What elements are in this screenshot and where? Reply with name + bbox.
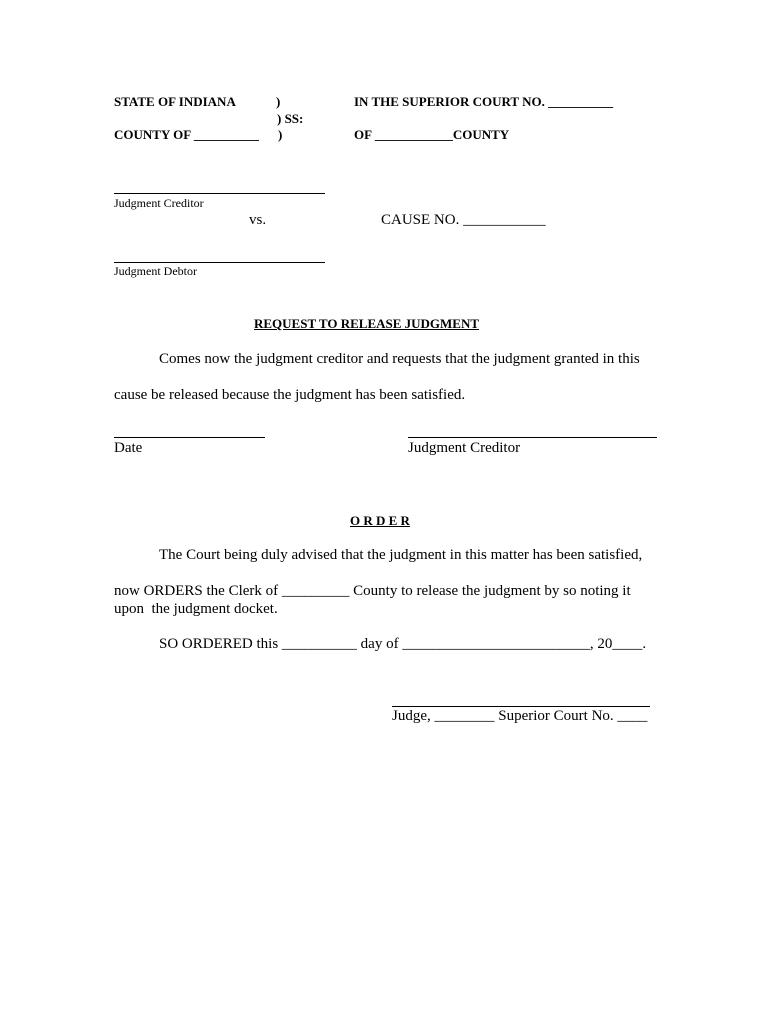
judgment-creditor-label: Judgment Creditor — [114, 196, 204, 210]
date-label: Date — [114, 440, 143, 456]
order-line-3: upon the judgment docket. — [114, 601, 278, 617]
order-line-1: The Court being duly advised that the judgment in this matter has been satisfied, — [159, 547, 643, 563]
caption-paren-bottom: ) — [278, 127, 283, 142]
caption-paren: ) — [276, 94, 281, 109]
creditor-signature-line — [114, 193, 325, 194]
of-county-label: OF ____________COUNTY — [354, 127, 510, 142]
request-line-1: Comes now the judgment creditor and requests that the judgment granted in this — [159, 351, 640, 367]
debtor-signature-line — [114, 262, 325, 263]
vs-label: vs. — [249, 212, 267, 228]
judge-label: Judge, ________ Superior Court No. ____ — [392, 708, 648, 724]
state-label: STATE OF INDIANA — [114, 94, 236, 109]
order-title: O R D E R — [350, 513, 410, 528]
cause-number: CAUSE NO. ___________ — [381, 212, 546, 228]
creditor-sign-line — [408, 437, 657, 438]
judgment-debtor-label: Judgment Debtor — [114, 264, 197, 278]
creditor-sign-label: Judgment Creditor — [408, 440, 521, 456]
order-line-2: now ORDERS the Clerk of _________ County to release the judgment by so noting it — [114, 583, 631, 599]
county-of-label: COUNTY OF __________ — [114, 127, 259, 142]
date-line — [114, 437, 265, 438]
request-line-2: cause be released because the judgment has been satisfied. — [114, 387, 466, 403]
so-ordered-line: SO ORDERED this __________ day of _________________________, 20____. — [159, 636, 647, 652]
court-label: IN THE SUPERIOR COURT NO. __________ — [354, 94, 614, 109]
ss-label: ) SS: — [277, 111, 304, 126]
judge-signature-line — [392, 706, 650, 707]
request-title: REQUEST TO RELEASE JUDGMENT — [254, 316, 480, 331]
